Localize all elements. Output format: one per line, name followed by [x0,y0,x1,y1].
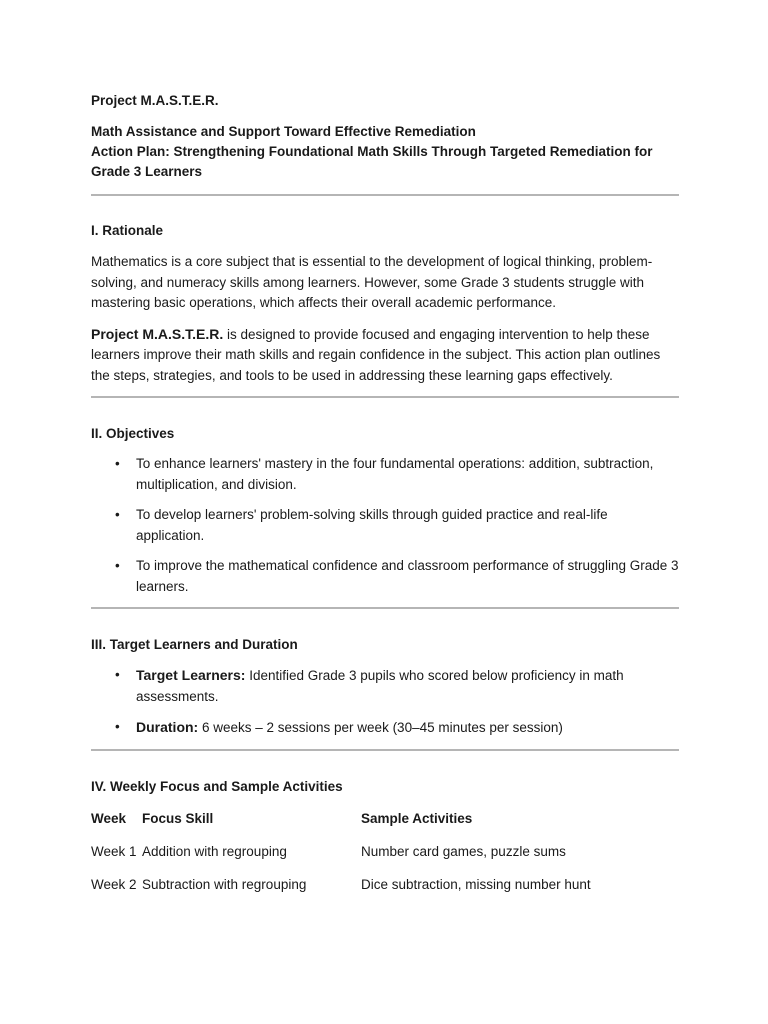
bullet-icon: • [115,507,120,522]
target-list [91,665,679,739]
column-header-focus-skill: Focus Skill [142,810,214,826]
document-title: Project M.A.S.T.E.R. [91,93,219,108]
document-content [91,92,679,894]
target-learners-label: Target Learners: [136,667,246,683]
activities-cell: Dice subtraction, missing number hunt [361,876,591,892]
section-divider [91,396,679,398]
activities-cell: Number card games, puzzle sums [361,843,566,859]
weekly-heading: IV. Weekly Focus and Sample Activities [91,778,343,794]
objectives-heading: II. Objectives [91,426,175,441]
objective-text: To improve the mathematical confidence and classroom performance of struggling Grade 3 learners. [136,558,679,594]
target-learners-text: Identified Grade 3 pupils who scored below proficiency in math assessments. [136,668,624,704]
section-divider [91,607,679,609]
table-row [91,861,591,894]
bullet-icon: • [115,719,120,734]
objective-text: To enhance learners' mastery in the four fundamental operations: addition, subtraction, multiplication, and division. [136,456,654,492]
section-divider [91,749,679,751]
list-item [115,505,679,546]
section-divider [91,194,679,196]
objectives-list [91,454,679,597]
bullet-icon: • [115,456,120,471]
week-cell: Week 2 [91,876,137,892]
focus-skill-cell: Subtraction with regrouping [142,876,307,892]
bullet-icon: • [115,558,120,573]
table-row [91,828,591,861]
action-plan-title: Action Plan: Strengthening Foundational Math Skills Through Targeted Remediation for Grade 3 Learners [91,144,653,179]
rationale-paragraph-2 [91,324,679,387]
duration-label: Duration: [136,719,199,735]
objective-text: To develop learners' problem-solving skills through guided practice and real-life application. [136,507,608,543]
list-item [115,665,679,707]
rationale-heading: I. Rationale [91,223,164,238]
project-name-bold: Project M.A.S.T.E.R. [91,325,224,342]
column-header-week: Week [91,810,127,826]
weekly-table [91,810,591,894]
bullet-icon: • [115,667,120,682]
list-item [115,556,679,597]
list-item [115,454,679,495]
document-subtitle: Math Assistance and Support Toward Effective Remediation [91,124,476,139]
focus-skill-cell: Addition with regrouping [142,843,287,859]
week-cell: Week 1 [91,843,137,859]
column-header-sample-activities: Sample Activities [361,810,473,826]
list-item [115,717,679,739]
target-heading: III. Target Learners and Duration [91,637,298,652]
rationale-paragraph-2-text: is designed to provide focused and engaging intervention to help these learners improve their math skills and regain confidence in the subject. This action plan outlines the steps, strategies, and tools to be used in addressing these learning gaps effectively. [91,326,661,383]
duration-text: 6 weeks – 2 sessions per week (30–45 minutes per session) [198,720,563,735]
table-header-row [91,810,591,828]
rationale-paragraph-1: Mathematics is a core subject that is essential to the development of logical thinking, problem-solving, and numeracy skills among learners. However, some Grade 3 students struggle with mastering basic operations, which affects their overall academic performance. [91,254,653,310]
